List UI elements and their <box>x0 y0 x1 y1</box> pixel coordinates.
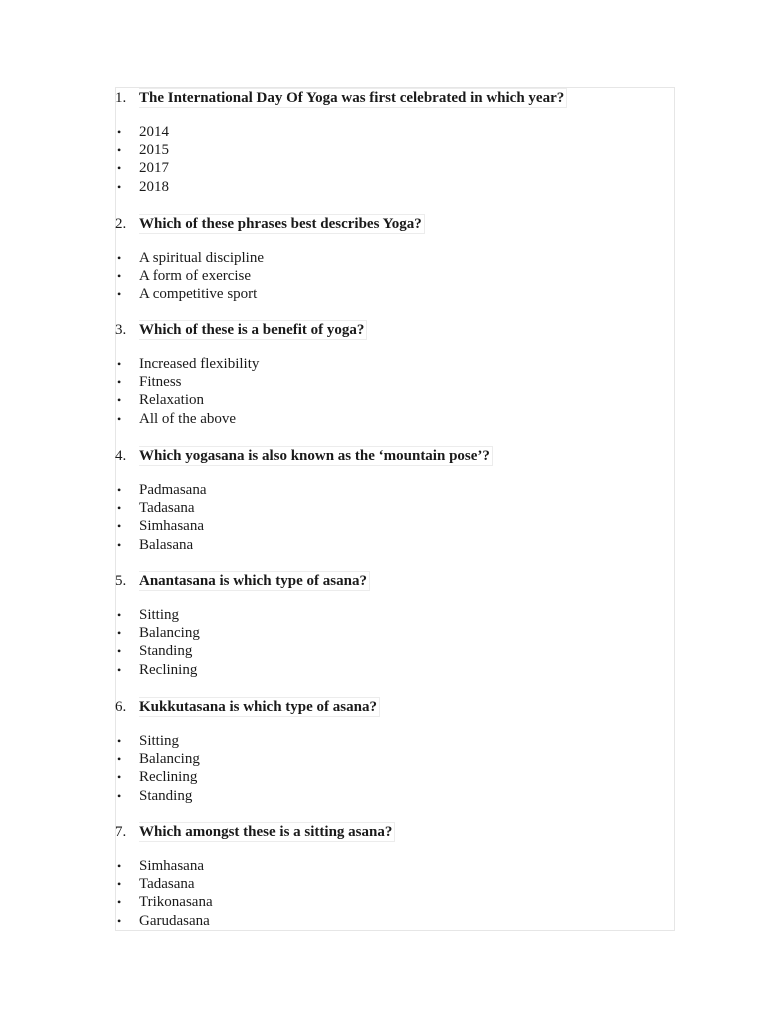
option-item <box>115 624 675 642</box>
option-item <box>115 875 675 893</box>
option-item <box>115 249 675 267</box>
bullet-icon: • <box>117 788 122 803</box>
option-text: Padmasana <box>139 482 207 498</box>
option-item <box>115 893 675 911</box>
option-text: Balancing <box>139 751 200 768</box>
bullet-icon: • <box>117 143 122 158</box>
question-block <box>115 571 675 679</box>
option-item <box>115 750 675 768</box>
question-number: 6. <box>115 699 127 715</box>
option-text: Increased flexibility <box>139 356 260 372</box>
option-item <box>115 517 675 535</box>
question-text: Which of these is a benefit of yoga? <box>139 320 367 340</box>
bullet-icon: • <box>117 662 122 677</box>
question-block <box>115 822 675 930</box>
question-number: 7. <box>115 824 127 840</box>
question-number: 5. <box>115 573 127 589</box>
option-text: Sitting <box>139 733 180 749</box>
option-list <box>115 857 675 930</box>
bullet-icon: • <box>117 251 122 265</box>
bullet-icon: • <box>117 501 122 516</box>
option-text: Balancing <box>139 625 200 642</box>
option-item <box>115 787 675 805</box>
bullet-icon: • <box>117 519 122 534</box>
question-text: Kukkutasana is which type of asana? <box>139 697 380 717</box>
option-item <box>115 285 675 303</box>
option-text: Sitting <box>139 607 180 623</box>
option-item <box>115 391 675 409</box>
question-number: 4. <box>115 448 127 464</box>
question-text: Which yogasana is also known as the ‘mountain pose’? <box>139 446 493 466</box>
option-item <box>115 606 675 624</box>
option-text: A competitive sport <box>139 286 258 303</box>
bullet-icon: • <box>117 125 122 139</box>
question-block <box>115 88 675 196</box>
option-text: 2018 <box>139 178 169 195</box>
option-text: Relaxation <box>139 392 204 409</box>
option-item <box>115 373 675 391</box>
option-item <box>115 912 675 930</box>
option-text: A form of exercise <box>139 268 252 285</box>
bullet-icon: • <box>117 770 122 785</box>
option-item <box>115 499 675 517</box>
option-list <box>115 249 675 304</box>
question-heading <box>115 697 675 717</box>
bullet-icon: • <box>117 161 122 176</box>
question-heading <box>115 822 675 842</box>
bullet-icon: • <box>117 269 122 284</box>
bullet-icon: • <box>117 752 122 767</box>
option-item <box>115 481 675 499</box>
bullet-icon: • <box>117 179 122 194</box>
option-item <box>115 642 675 660</box>
bullet-icon: • <box>117 483 122 497</box>
option-item <box>115 536 675 554</box>
option-list <box>115 732 675 805</box>
option-text: Trikonasana <box>139 894 213 911</box>
bullet-icon: • <box>117 411 122 426</box>
bullet-icon: • <box>117 608 122 622</box>
option-text: Standing <box>139 643 193 660</box>
bullet-icon: • <box>117 644 122 659</box>
option-text: Reclining <box>139 769 198 786</box>
option-item <box>115 159 675 177</box>
option-text: 2015 <box>139 142 169 159</box>
option-item <box>115 141 675 159</box>
question-heading <box>115 446 675 466</box>
option-list <box>115 606 675 679</box>
question-block <box>115 214 675 304</box>
question-text: Anantasana is which type of asana? <box>139 571 370 591</box>
option-text: Simhasana <box>139 518 204 535</box>
bullet-icon: • <box>117 877 122 892</box>
question-heading <box>115 88 675 108</box>
option-text: 2017 <box>139 160 169 177</box>
bullet-icon: • <box>117 734 122 748</box>
option-text: Reclining <box>139 661 198 678</box>
option-text: All of the above <box>139 410 237 427</box>
option-list <box>115 355 675 428</box>
option-item <box>115 732 675 750</box>
question-number: 1. <box>115 90 127 106</box>
question-text: Which of these phrases best describes Yoga? <box>139 214 425 234</box>
option-item <box>115 267 675 285</box>
question-text: The International Day Of Yoga was first celebrated in which year? <box>139 88 567 108</box>
option-text: Tadasana <box>139 500 195 517</box>
question-block <box>115 320 675 428</box>
question-heading <box>115 320 675 340</box>
option-list <box>115 123 675 196</box>
option-item <box>115 857 675 875</box>
question-block <box>115 697 675 805</box>
option-list <box>115 481 675 554</box>
option-item <box>115 178 675 196</box>
option-text: 2014 <box>139 124 169 140</box>
bullet-icon: • <box>117 357 122 371</box>
option-item <box>115 123 675 141</box>
question-number: 3. <box>115 322 127 338</box>
option-item <box>115 768 675 786</box>
question-heading <box>115 214 675 234</box>
option-text: Fitness <box>139 374 182 391</box>
option-text: A spiritual discipline <box>139 250 264 266</box>
bullet-icon: • <box>117 626 122 641</box>
option-item <box>115 410 675 428</box>
option-text: Standing <box>139 787 193 804</box>
option-item <box>115 661 675 679</box>
bullet-icon: • <box>117 287 122 302</box>
bullet-icon: • <box>117 913 122 928</box>
bullet-icon: • <box>117 393 122 408</box>
question-number: 2. <box>115 216 127 232</box>
option-text: Tadasana <box>139 876 195 893</box>
option-text: Simhasana <box>139 858 204 874</box>
bullet-icon: • <box>117 537 122 552</box>
question-block <box>115 446 675 554</box>
option-text: Balasana <box>139 536 194 553</box>
option-item <box>115 355 675 373</box>
question-heading <box>115 571 675 591</box>
bullet-icon: • <box>117 895 122 910</box>
bullet-icon: • <box>117 375 122 390</box>
question-text: Which amongst these is a sitting asana? <box>139 822 395 842</box>
option-text: Garudasana <box>139 912 210 929</box>
bullet-icon: • <box>117 859 122 873</box>
